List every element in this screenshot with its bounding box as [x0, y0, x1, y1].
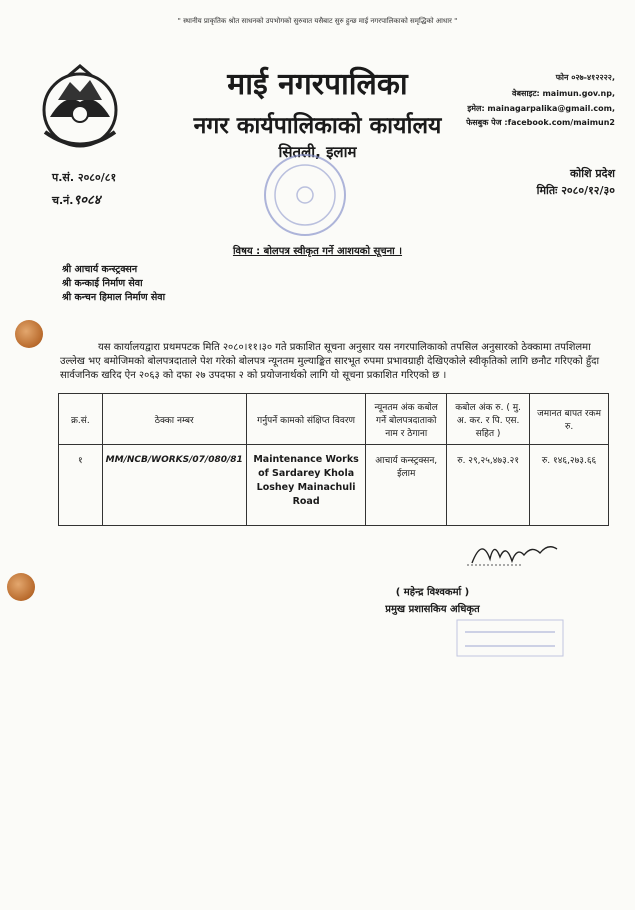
column-header: कबोल अंक रु. ( मु. अ. कर. र पि. एस. सहित ) — [447, 394, 530, 445]
office-subtitle: नगर कार्यपालिकाको कार्यालय — [193, 113, 442, 139]
cell-work: Maintenance Works of Sardarey Khola Loshey Mainachuli Road — [246, 445, 366, 526]
contract-table — [58, 393, 609, 526]
contact-facebook: फेसबुक पेज :facebook.com/maimun2 — [466, 118, 615, 127]
date: मितिः २०८०/१२/३० — [536, 184, 615, 197]
page-title: माई नगरपालिका — [227, 67, 408, 102]
handwritten-signature — [462, 535, 562, 569]
header-motto: " स्थानीय प्राकृतिक श्रोत साधनको उपभोगको सुरुवात यसैबाट सुरु हुन्छ माई नगरपालिकाको समृद्धिको आधार " — [177, 17, 458, 25]
table-header-row — [59, 394, 609, 445]
notice-body: यस कार्यालयद्वारा प्रथमपटक मिति २०८०।११।३० गते प्रकाशित सूचना अनुसार यस नगरपालिकाको तपसिल अनुसारको ठेक्कामा तपशिलमा उल्लेख भए बमोजिमको बोलपत्रदाताले पेश गरेको बोलपत्र न्यूनतम मुल्याङ्कित सारभूत रुपमा प्रभावग्राही देखिएकोले स्वीकृतिको लागि छनौट गरिएको हुँदा सार्वजनिक खरिद ऐन २०६३ को दफा २७ उपदफा २ को प्रयोजनार्थको लागि यो सूचना प्रकाशित गरिएको छ । — [60, 342, 600, 381]
signatory-name: ( महेन्द्र विश्वकर्मा ) — [395, 587, 470, 598]
recipient-item: श्री कन्काई निर्माण सेवा — [62, 278, 143, 289]
cell-contract-no: MM/NCB/WORKS/07/080/81 — [102, 445, 246, 526]
subject-line — [0, 243, 635, 257]
office-location: सितली, इलाम — [278, 143, 357, 161]
table-row — [59, 445, 609, 526]
cell-bid-amount: रु. २९,२५,४७३.२१ — [447, 445, 530, 526]
cell-sn: १ — [59, 445, 103, 526]
column-header: ठेक्का नम्बर — [102, 394, 246, 445]
contact-email: इमेल: mainagarpalika@gmail.com, — [467, 104, 615, 113]
recipients-list — [62, 263, 165, 305]
contact-website: वेबसाइट: maimun.gov.np, — [512, 89, 615, 98]
officer-stamp — [455, 618, 565, 658]
signatory-title: प्रमुख प्रशासकिय अधिकृत — [385, 604, 480, 615]
recipient-item: श्री कन्चन हिमाल निर्माण सेवा — [62, 292, 166, 303]
patra-sankhya: प.सं. २०८०/८१ — [52, 171, 117, 184]
subject-text: विषय : बोलपत्र स्वीकृत गर्ने आशयको सूचना । — [232, 246, 403, 257]
recipient-item: श्री आचार्य कन्स्ट्रक्सन — [62, 264, 138, 275]
punch-hole — [15, 320, 43, 348]
column-header: न्यूनतम अंक कबोल गर्ने बोलपत्रदाताको नाम र ठेगाना — [366, 394, 447, 445]
cell-bidder: आचार्य कन्स्ट्रक्सन, ईलाम — [366, 445, 447, 526]
contact-phone: फोन ०२७-४१२२२२, — [555, 73, 615, 82]
chalani-label: च.नं. — [52, 194, 74, 207]
cell-security: रु. १४६,२७३.६६ — [530, 445, 609, 526]
province: कोशि प्रदेश — [569, 167, 615, 180]
column-header: जमानत बापत रकम रु. — [530, 394, 609, 445]
column-header: गर्नुपर्ने कामको संक्षिप्त विवरण — [246, 394, 366, 445]
office-stamp-seal — [250, 150, 360, 240]
chalani-value: ९०८४ — [73, 193, 101, 208]
column-header: क्र.सं. — [59, 394, 103, 445]
chalani-number — [52, 190, 101, 208]
